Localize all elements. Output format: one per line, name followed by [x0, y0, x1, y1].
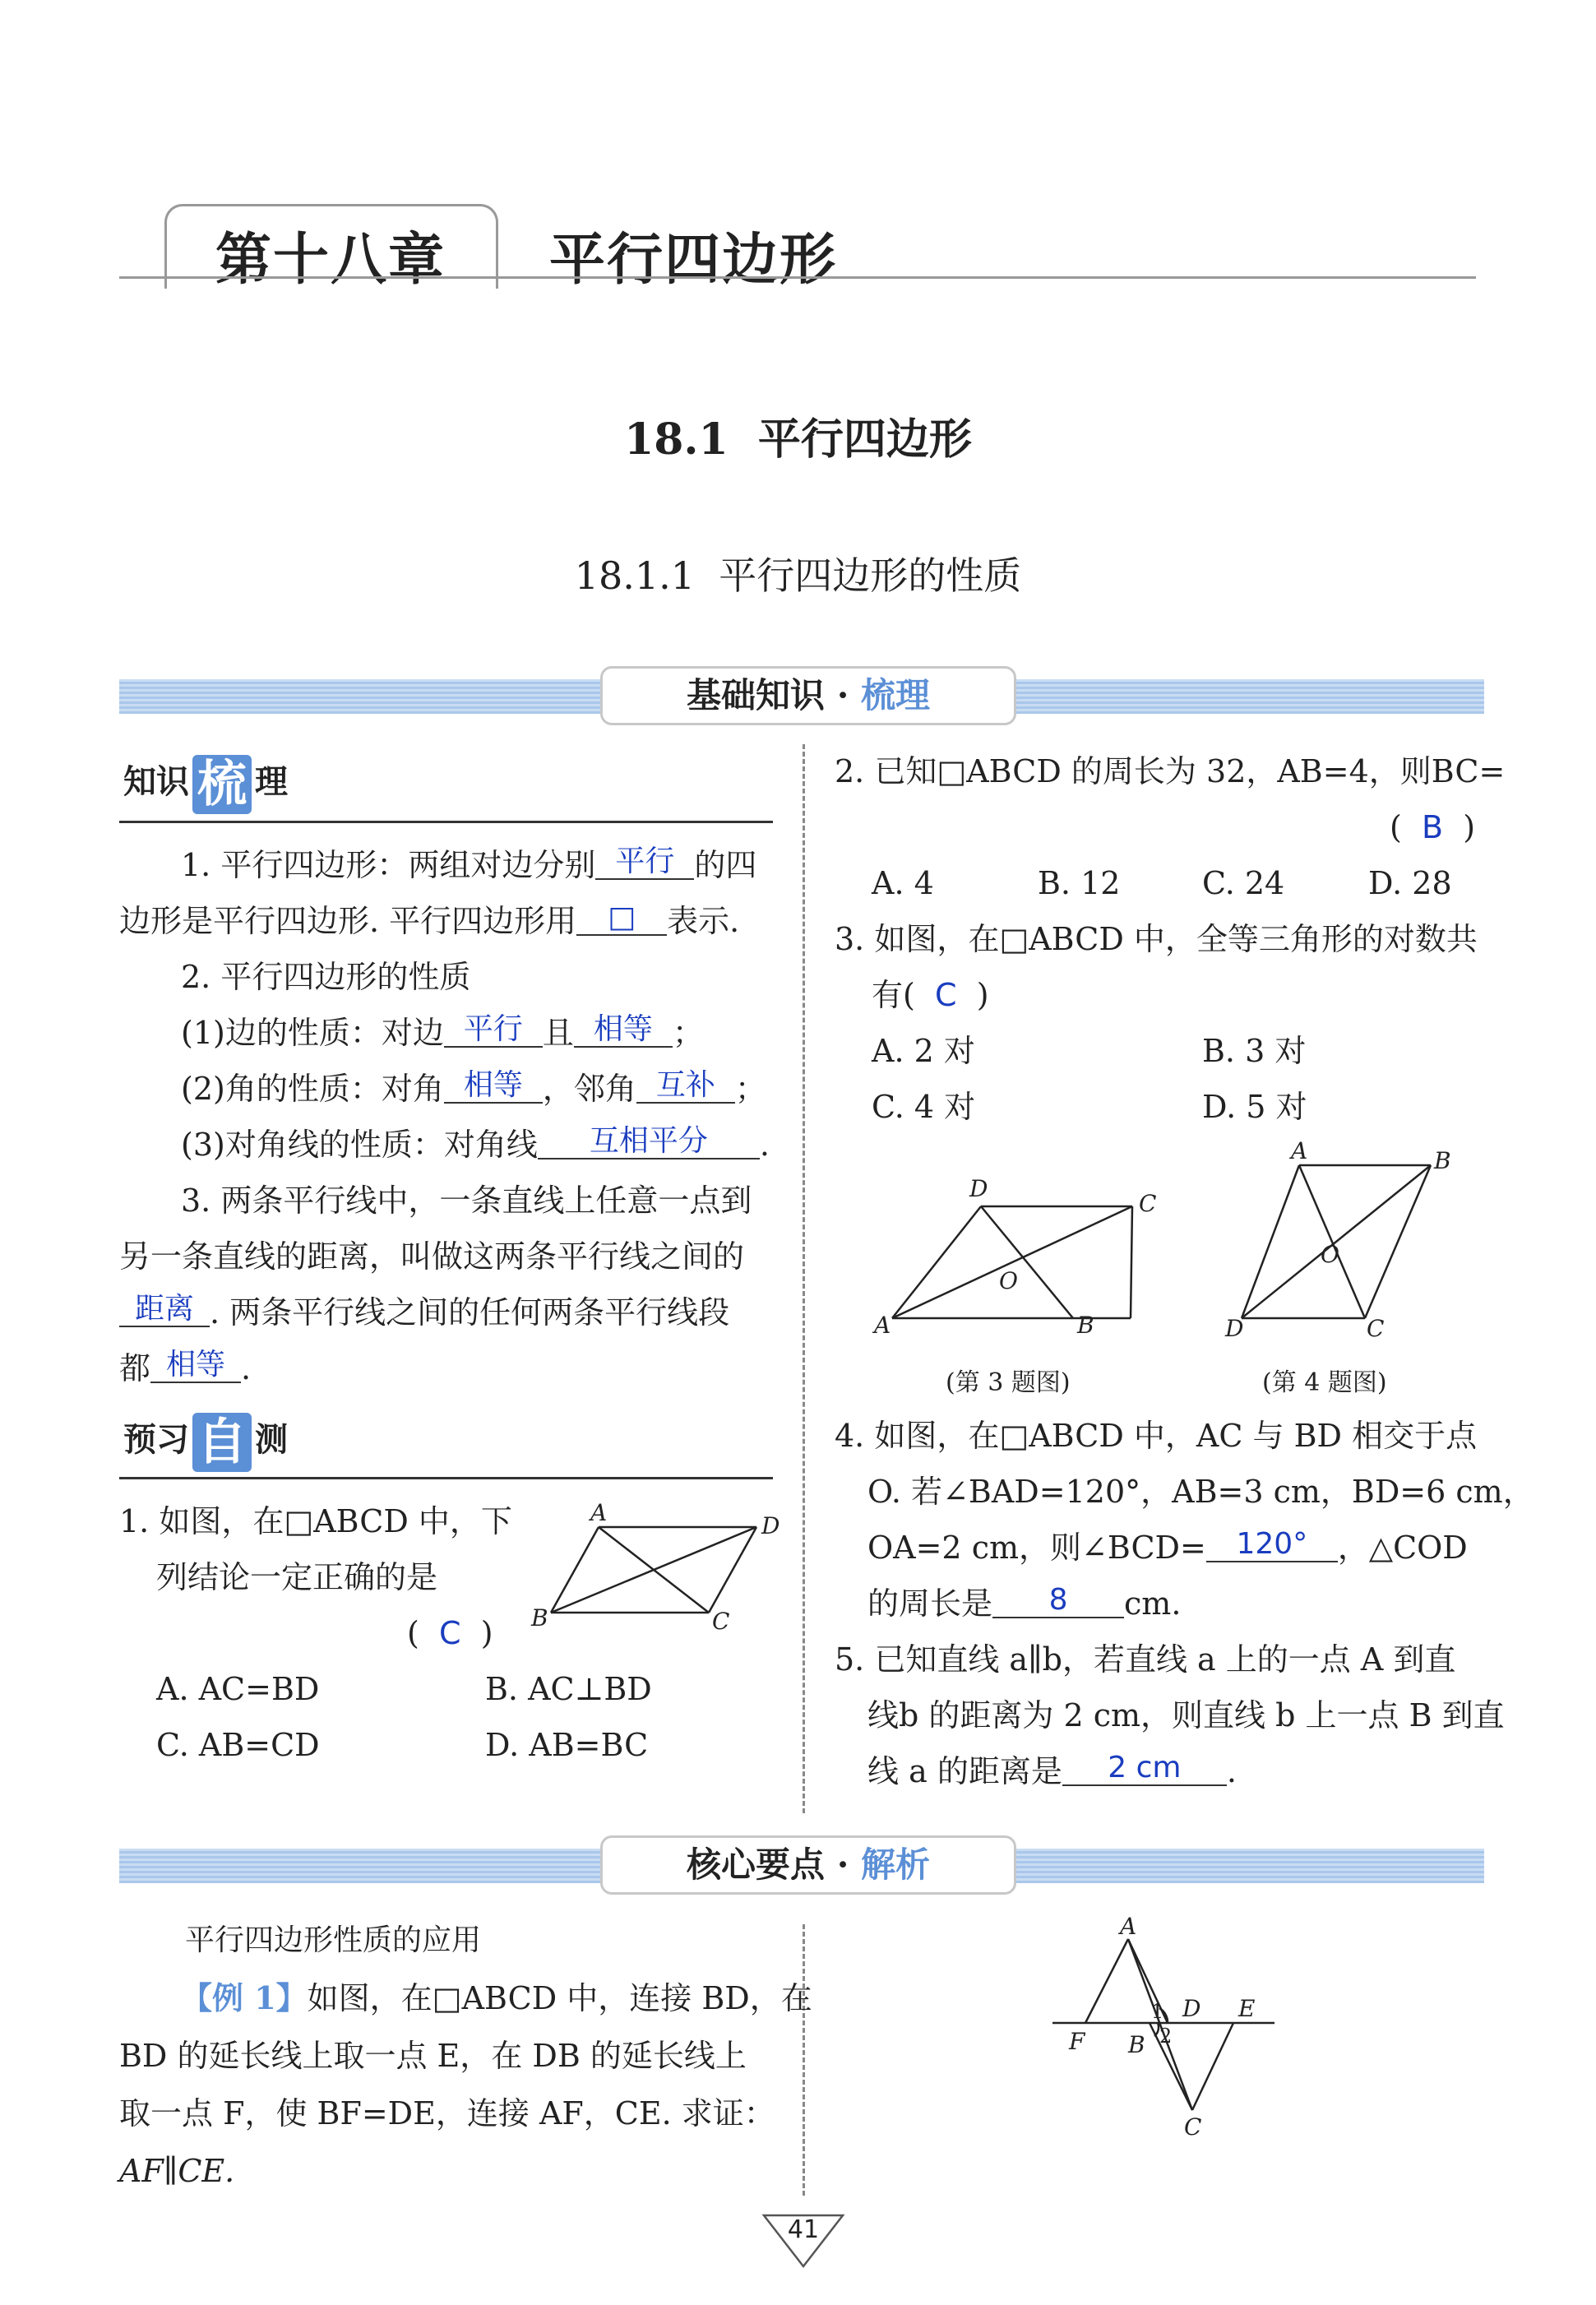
chapter-number: 第十八章 — [215, 227, 446, 293]
fig1-label-c: C — [712, 1608, 730, 1632]
q4-line3: OA=2 cm，则∠BCD= 120° ，△COD — [867, 1527, 1468, 1566]
core-ex-line4: AF∥CE. — [119, 2153, 235, 2189]
p-q1-ans: C — [438, 1615, 461, 1651]
p-q1-line1: 1. 如图，在□ABCD 中，下 — [119, 1503, 512, 1539]
ex-label-2: 2 — [1159, 2025, 1173, 2048]
k-line-2: 边形是平行四边形. 平行四边形用 □ 表示. — [119, 900, 740, 939]
preview-head-big: 自 — [192, 1413, 252, 1472]
figure-q4 — [1217, 1139, 1464, 1345]
figure-q3 — [867, 1172, 1180, 1345]
q2-optA: A. 4 — [872, 865, 934, 901]
banner1-dot: · — [836, 675, 849, 715]
fig3-diag-ac — [892, 1206, 1132, 1318]
knowledge-head-b: 理 — [255, 762, 288, 801]
k-ans-2: □ — [576, 901, 667, 936]
q4-line1: 4. 如图，在□ABCD 中，AC 与 BD 相交于点 — [835, 1418, 1478, 1454]
k-ans-4a: 平行 — [444, 1013, 543, 1048]
fig3-label-d: D — [969, 1175, 988, 1202]
q3-optA: A. 2 对 — [872, 1033, 975, 1069]
fig1-side-dc — [709, 1527, 756, 1613]
knowledge-head-big: 梳 — [192, 755, 252, 814]
preview-head-a: 预习 — [123, 1420, 189, 1459]
knowledge-rule — [119, 821, 773, 823]
column-divider-2 — [803, 1924, 805, 2196]
k-ans-5a: 相等 — [444, 1069, 543, 1104]
q5-line3: 线 a 的距离是 2 cm . — [867, 1751, 1237, 1789]
k-line-6: (3)对角线的性质：对角线 互相平分 . — [181, 1124, 770, 1163]
q3-line2: 有( C ) — [872, 977, 989, 1013]
ex-label-e: E — [1238, 1995, 1256, 2022]
ex-angle-2 — [1154, 2023, 1159, 2036]
fig3-label-b: B — [1077, 1312, 1094, 1339]
banner1-right: 梳理 — [860, 675, 930, 715]
fig1-side-ab — [551, 1527, 599, 1613]
banner-basic-label — [600, 666, 1016, 725]
k-line-8: 另一条直线的距离，叫做这两条平行线之间的 — [119, 1238, 745, 1275]
ex-label-b: B — [1128, 2031, 1145, 2058]
ex-label-1: 1 — [1151, 2000, 1164, 2023]
k-ans-9: 距离 — [119, 1293, 210, 1327]
banner1-left: 基础知识 — [687, 675, 826, 715]
ex-seg-ce — [1192, 2023, 1233, 2110]
core-topic: 平行四边形性质的应用 — [185, 1923, 482, 1957]
banner-core-label — [600, 1835, 1016, 1895]
q3-optC: C. 4 对 — [872, 1089, 976, 1125]
fig3-side-ad — [892, 1206, 981, 1318]
fig4-label-a: A — [1291, 1139, 1308, 1164]
k-line-7: 3. 两条平行线中，一条直线上任意一点到 — [181, 1183, 752, 1219]
example-tag: 【例 1】 — [181, 1979, 308, 2016]
banner2-dot: · — [836, 1844, 849, 1885]
subsection-title: 18.1.1 平行四边形的性质 — [574, 553, 1022, 598]
q3-optB: B. 3 对 — [1202, 1033, 1307, 1069]
p-q1-optB: B. AC⊥BD — [485, 1671, 652, 1707]
k-ans-10: 相等 — [150, 1349, 241, 1383]
ex-label-a: A — [1120, 1916, 1137, 1940]
section-title: 18.1 平行四边形 — [624, 414, 972, 465]
q2-line1: 2. 已知□ABCD 的周长为 32，AB=4，则BC= — [835, 753, 1506, 789]
k-ans-6: 互相平分 — [538, 1125, 760, 1159]
p-q1-answer: ( C ) — [407, 1615, 493, 1651]
k-line-9: 距离 . 两条平行线之间的任何两条平行线段 — [119, 1296, 729, 1332]
figure-example1 — [1036, 1916, 1299, 2138]
core-ex-line2: BD 的延长线上取一点 E，在 DB 的延长线上 — [119, 2038, 747, 2074]
fig3-label-o: O — [999, 1267, 1018, 1294]
k-line-4: (1)边的性质：对边 平行 且 相等 ； — [181, 1012, 704, 1051]
q2-ans: B — [1421, 809, 1444, 845]
fig1-label-b: B — [531, 1604, 548, 1632]
fig4-label-b: B — [1434, 1147, 1451, 1174]
fig3-diag-db — [981, 1206, 1073, 1318]
fig1-diag-bd — [551, 1527, 756, 1613]
q5-line1: 5. 已知直线 a∥b，若直线 a 上的一点 A 到直 — [835, 1641, 1456, 1678]
k-ans-4b: 相等 — [574, 1013, 673, 1048]
preview-heading — [123, 1413, 288, 1472]
ex-label-d: D — [1182, 1995, 1201, 2022]
q5-ans: 2 cm — [1062, 1752, 1227, 1786]
k-line-10: 都 相等 . — [119, 1348, 252, 1386]
column-divider — [803, 744, 805, 1813]
fig1-label-a: A — [590, 1501, 608, 1526]
q3-line1: 3. 如图，在□ABCD 中，全等三角形的对数共 — [835, 921, 1478, 957]
fig3-label-a: A — [874, 1312, 891, 1339]
banner2-left: 核心要点 — [687, 1844, 826, 1885]
k-line-3: 2. 平行四边形的性质 — [181, 959, 471, 995]
q4-line2: O. 若∠BAD=120°，AB=3 cm，BD=6 cm， — [867, 1474, 1534, 1510]
core-ex-line3: 取一点 F，使 BF=DE，连接 AF，CE. 求证： — [119, 2095, 775, 2131]
k-line-1: 1. 平行四边形：两组对边分别 平行 的四 — [181, 845, 757, 883]
knowledge-heading — [123, 755, 288, 814]
q3-optD: D. 5 对 — [1202, 1089, 1307, 1125]
fig1-label-d: D — [761, 1512, 780, 1539]
chapter-rule — [119, 276, 1476, 279]
figure-q1 — [526, 1501, 781, 1632]
q4-line4: 的周长是 8 cm. — [867, 1583, 1182, 1622]
q2-optB: B. 12 — [1038, 865, 1121, 901]
chapter-title: 平行四边形 — [549, 227, 838, 293]
knowledge-head-a: 知识 — [123, 762, 189, 801]
fig4-label-c: C — [1367, 1315, 1385, 1342]
ex-label-f: F — [1069, 2028, 1085, 2055]
k-line-5: (2)角的性质：对角 相等 ，邻角 互补 ； — [181, 1068, 766, 1107]
ex-label-c: C — [1184, 2113, 1202, 2138]
banner2-right: 解析 — [860, 1844, 930, 1885]
preview-rule — [119, 1477, 773, 1479]
core-ex-line1: 【例 1】如图，在□ABCD 中，连接 BD，在 — [181, 1979, 812, 2016]
k-ans-5b: 互补 — [636, 1069, 735, 1104]
k-ans-1: 平行 — [595, 845, 694, 880]
p-q1-line2: 列结论一定正确的是 — [156, 1559, 438, 1595]
q2-optD: D. 28 — [1368, 865, 1452, 901]
fig4-side-bc — [1365, 1165, 1431, 1318]
page-number: 41 — [787, 2215, 820, 2244]
q4-ans1: 120° — [1206, 1528, 1338, 1562]
p-q1-optA: A. AC=BD — [156, 1671, 320, 1707]
fig4-label-o: O — [1321, 1241, 1339, 1268]
q3-ans: C — [935, 977, 957, 1013]
fig3-side-bc — [1131, 1206, 1132, 1318]
q4-ans2: 8 — [992, 1584, 1124, 1618]
caption-q4: (第 4 题图) — [1262, 1368, 1387, 1397]
q5-line2: 线b 的距离为 2 cm，则直线 b 上一点 B 到直 — [867, 1697, 1505, 1733]
q2-answer: ( B ) — [1390, 809, 1476, 845]
p-q1-optC: C. AB=CD — [156, 1727, 320, 1763]
fig3-label-c: C — [1139, 1190, 1157, 1217]
p-q1-optD: D. AB=BC — [485, 1727, 649, 1763]
preview-head-b: 测 — [255, 1420, 288, 1459]
caption-q3: (第 3 题图) — [946, 1368, 1071, 1397]
ex-seg-af — [1085, 1939, 1128, 2023]
fig4-label-d: D — [1225, 1315, 1244, 1342]
q2-optC: C. 24 — [1202, 865, 1285, 901]
